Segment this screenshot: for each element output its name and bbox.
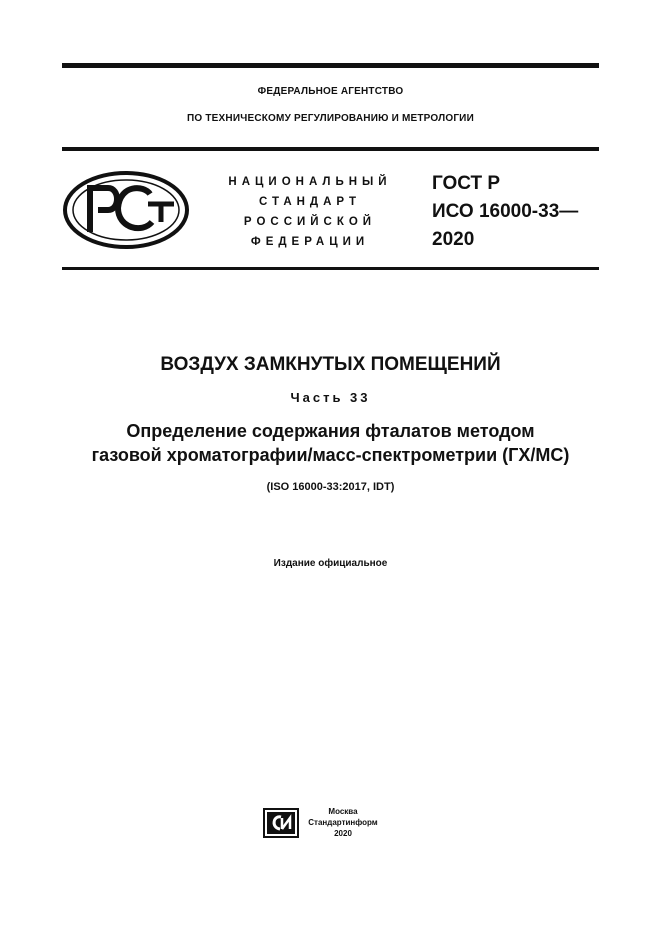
gost-r-logo-icon (62, 170, 190, 250)
publisher-logo-icon (263, 808, 299, 838)
edition-label: Издание официальное (273, 558, 388, 569)
standard-type (210, 172, 410, 252)
publisher-info (308, 806, 378, 839)
publisher-city: Москва (328, 807, 358, 816)
subtitle-line-2: газовой хроматографии/масс-спектрометрии (ГХ/МС) (91, 445, 570, 465)
top-rule (62, 63, 599, 68)
agency-line-1: ФЕДЕРАЛЬНОЕ АГЕНТСТВО (257, 86, 404, 97)
designation-line-2: ИСО 16000-33— (432, 201, 579, 222)
designation-rule (62, 267, 599, 270)
standard-type-line-3: РОССИЙСКОЙ (243, 216, 377, 228)
designation-line-1: ГОСТ Р (432, 173, 501, 194)
agency-line-2: ПО ТЕХНИЧЕСКОМУ РЕГУЛИРОВАНИЮ И МЕТРОЛОГИИ (187, 113, 474, 124)
standard-designation (432, 170, 602, 254)
standard-type-line-2: СТАНДАРТ (259, 196, 361, 208)
iso-reference: (ISO 16000-33:2017, IDT) (266, 481, 395, 493)
document-title: ВОЗДУХ ЗАМКНУТЫХ ПОМЕЩЕНИЙ (160, 354, 501, 375)
publisher-name: Стандартинформ (308, 818, 378, 827)
part-label: Часть 33 (290, 390, 371, 405)
designation-line-3: 2020 (432, 229, 475, 250)
standard-type-line-4: ФЕДЕРАЦИИ (250, 236, 370, 248)
standard-type-line-1: НАЦИОНАЛЬНЫЙ (228, 176, 392, 188)
subtitle-line-1: Определение содержания фталатов методом (126, 421, 535, 441)
header-rule (62, 147, 599, 151)
publisher-year: 2020 (334, 829, 352, 838)
